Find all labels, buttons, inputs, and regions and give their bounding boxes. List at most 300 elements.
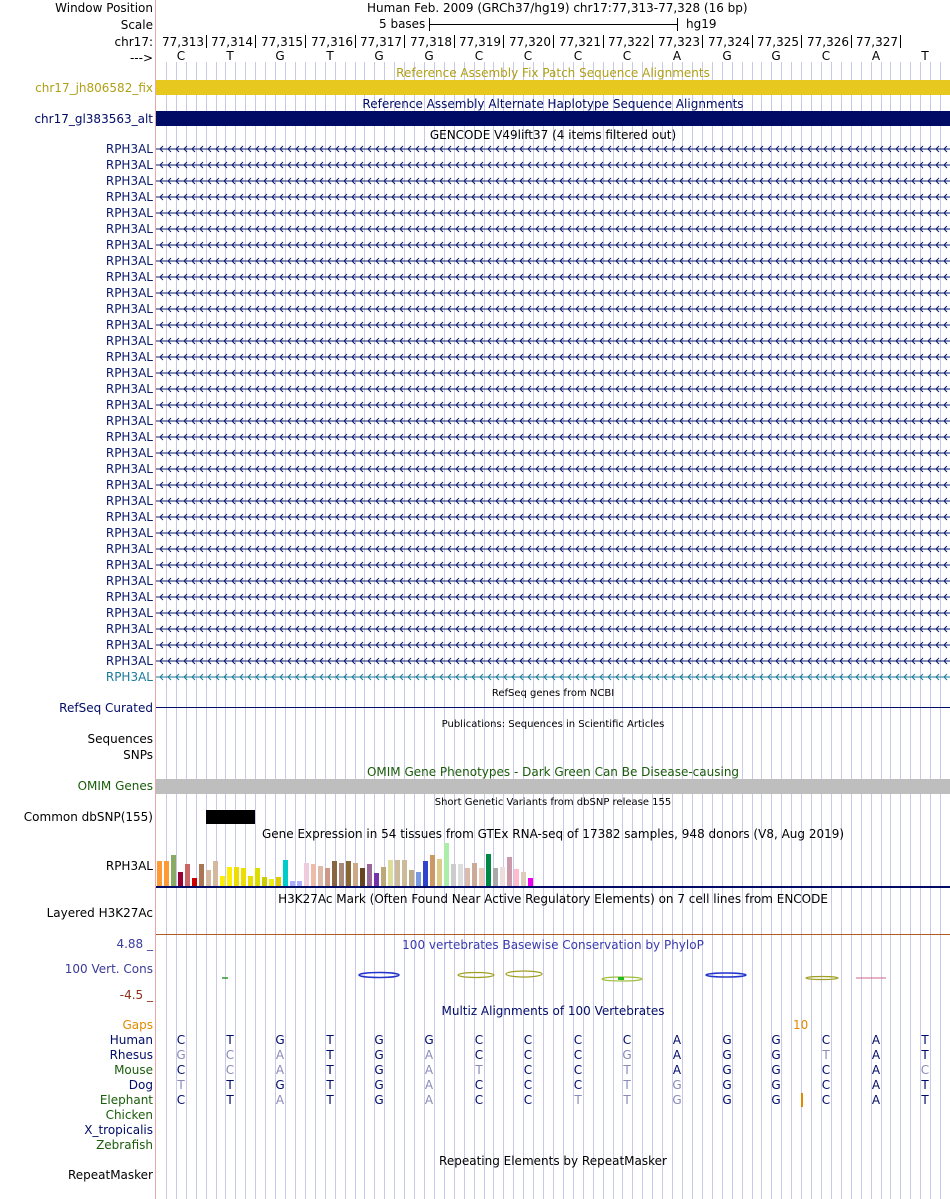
ruler-tick bbox=[851, 35, 852, 48]
position-label: 77,315 bbox=[261, 35, 303, 49]
base-letter: C bbox=[573, 49, 583, 63]
species-base: C bbox=[523, 1048, 533, 1062]
species-base: C bbox=[225, 1063, 235, 1077]
gencode-transcript-intron[interactable] bbox=[156, 640, 950, 650]
gencode-transcript-label[interactable]: RPH3AL bbox=[105, 238, 153, 252]
species-base: C bbox=[821, 1063, 831, 1077]
ruler-tick bbox=[652, 35, 653, 48]
species-base: A bbox=[424, 1078, 434, 1092]
base-letter: G bbox=[374, 49, 384, 63]
ruler-tick bbox=[503, 35, 504, 48]
gtex-tissue-bar[interactable] bbox=[304, 863, 309, 886]
gencode-transcript-intron[interactable] bbox=[156, 400, 950, 410]
gtex-tissue-bar[interactable] bbox=[164, 861, 169, 886]
gencode-transcript-label[interactable]: RPH3AL bbox=[105, 654, 153, 668]
species-base: G bbox=[275, 1033, 285, 1047]
omim-track-title[interactable]: OMIM Gene Phenotypes - Dark Green Can Be Disease-causing bbox=[366, 765, 740, 779]
species-base: G bbox=[374, 1078, 384, 1092]
gtex-tissue-bar[interactable] bbox=[479, 868, 484, 886]
scale-label: Scale bbox=[120, 18, 153, 32]
species-base: C bbox=[573, 1078, 583, 1092]
gencode-transcript-label[interactable]: RPH3AL bbox=[105, 670, 153, 684]
species-base: G bbox=[374, 1093, 384, 1107]
gencode-transcript-label[interactable]: RPH3AL bbox=[105, 590, 153, 604]
species-base: A bbox=[275, 1063, 285, 1077]
phylop-mark-7 bbox=[706, 973, 746, 977]
gencode-track-title[interactable]: GENCODE V49lift37 (4 items filtered out) bbox=[429, 128, 677, 142]
alt-haplotype-track-title[interactable]: Reference Assembly Alternate Haplotype Sequence Alignments bbox=[362, 97, 744, 111]
species-base: T bbox=[226, 1033, 234, 1047]
base-letter: G bbox=[771, 49, 781, 63]
gencode-transcript-label[interactable]: RPH3AL bbox=[105, 270, 153, 284]
base-letter: G bbox=[424, 49, 434, 63]
phylop-signal[interactable] bbox=[156, 960, 950, 990]
position-label: 77,313 bbox=[162, 35, 204, 49]
scale-bar-left-tick bbox=[429, 18, 430, 31]
species-base: C bbox=[176, 1033, 186, 1047]
gencode-transcript-label[interactable]: RPH3AL bbox=[105, 606, 153, 620]
gencode-transcript-label[interactable]: RPH3AL bbox=[105, 222, 153, 236]
gtex-tissue-bar[interactable] bbox=[458, 864, 463, 886]
gencode-transcript-intron[interactable] bbox=[156, 608, 950, 618]
multiz-track-title[interactable]: Multiz Alignments of 100 Vertebrates bbox=[441, 1004, 665, 1018]
gtex-tissue-bar[interactable] bbox=[346, 861, 351, 886]
species-base: T bbox=[326, 1048, 334, 1062]
gtex-tissue-bar[interactable] bbox=[507, 857, 512, 886]
position-label: 77,316 bbox=[311, 35, 353, 49]
gtex-tissue-bar[interactable] bbox=[332, 861, 337, 886]
gencode-transcript-intron[interactable] bbox=[156, 656, 950, 666]
species-base: C bbox=[573, 1048, 583, 1062]
base-letter: C bbox=[474, 49, 484, 63]
refseq-curated-label[interactable]: RefSeq Curated bbox=[59, 701, 153, 715]
gtex-tissue-bar[interactable] bbox=[521, 872, 526, 886]
gencode-transcript-label[interactable]: RPH3AL bbox=[105, 254, 153, 268]
position-label: 77,324 bbox=[708, 35, 750, 49]
species-base: T bbox=[623, 1063, 631, 1077]
base-letter: T bbox=[326, 49, 334, 63]
position-label: 77,325 bbox=[757, 35, 799, 49]
gtex-track-title[interactable]: Gene Expression in 54 tissues from GTEx RNA-seq of 17382 samples, 948 donors (V8, Aug 2019) bbox=[261, 827, 845, 841]
species-base: T bbox=[623, 1093, 631, 1107]
dbsnp-variant-block[interactable] bbox=[206, 810, 255, 824]
species-base: G bbox=[722, 1033, 732, 1047]
chrom-label: chr17: bbox=[114, 35, 153, 49]
base-letter: T bbox=[226, 49, 234, 63]
gtex-tissue-bar[interactable] bbox=[402, 860, 407, 886]
fix-patch-track-title[interactable]: Reference Assembly Fix Patch Sequence Alignments bbox=[396, 66, 710, 80]
species-label[interactable]: Rhesus bbox=[109, 1048, 153, 1062]
species-base: C bbox=[821, 1033, 831, 1047]
gencode-transcript-intron[interactable] bbox=[156, 320, 950, 330]
species-base: T bbox=[921, 1093, 929, 1107]
species-base: A bbox=[871, 1033, 881, 1047]
species-base: C bbox=[573, 1063, 583, 1077]
species-label[interactable]: X_tropicalis bbox=[84, 1123, 153, 1137]
position-label: 77,321 bbox=[559, 35, 601, 49]
gtex-tissue-bar[interactable] bbox=[465, 868, 470, 886]
gencode-transcript-intron[interactable] bbox=[156, 576, 950, 586]
species-base: T bbox=[177, 1078, 185, 1092]
species-base: T bbox=[921, 1078, 929, 1092]
species-base: C bbox=[474, 1048, 484, 1062]
species-base: G bbox=[275, 1078, 285, 1092]
gtex-tissue-bar[interactable] bbox=[353, 863, 358, 886]
gencode-transcript-intron[interactable] bbox=[156, 448, 950, 458]
species-base: G bbox=[374, 1048, 384, 1062]
gtex-tissue-bar[interactable] bbox=[514, 869, 519, 886]
species-base: G bbox=[374, 1033, 384, 1047]
gencode-transcript-intron[interactable] bbox=[156, 256, 950, 266]
omim-genes-label[interactable]: OMIM Genes bbox=[77, 779, 153, 793]
gencode-transcript-intron[interactable] bbox=[156, 496, 950, 506]
gencode-transcript-intron[interactable] bbox=[156, 224, 950, 234]
phylop-min-label: -4.5 _ bbox=[119, 988, 153, 1002]
species-base: T bbox=[623, 1078, 631, 1092]
fix-patch-alignment-bar[interactable] bbox=[156, 80, 950, 95]
gtex-tissue-bar[interactable] bbox=[325, 868, 330, 886]
species-base: G bbox=[722, 1093, 732, 1107]
gencode-transcript-intron[interactable] bbox=[156, 240, 950, 250]
species-base: G bbox=[771, 1048, 781, 1062]
gtex-tissue-bar[interactable] bbox=[311, 864, 316, 886]
gencode-transcript-label[interactable]: RPH3AL bbox=[105, 142, 153, 156]
gtex-tissue-bar[interactable] bbox=[199, 864, 204, 886]
species-base: C bbox=[523, 1033, 533, 1047]
species-base: C bbox=[573, 1033, 583, 1047]
species-label[interactable]: Elephant bbox=[99, 1093, 153, 1107]
species-base: G bbox=[771, 1078, 781, 1092]
gencode-transcript-intron[interactable] bbox=[156, 512, 950, 522]
phylop-mark-3 bbox=[458, 973, 494, 978]
species-base: A bbox=[871, 1078, 881, 1092]
ruler-tick bbox=[255, 35, 256, 48]
position-label: 77,314 bbox=[211, 35, 253, 49]
position-label: 77,327 bbox=[856, 35, 898, 49]
repeatmasker-label[interactable]: RepeatMasker bbox=[67, 1168, 153, 1182]
refseq-track-title[interactable]: RefSeq genes from NCBI bbox=[491, 688, 615, 699]
gtex-tissue-bar[interactable] bbox=[367, 864, 372, 886]
phylop-track-title[interactable]: 100 vertebrates Basewise Conservation by PhyloP bbox=[402, 938, 704, 952]
gtex-baseline bbox=[156, 886, 950, 888]
species-base: C bbox=[176, 1093, 186, 1107]
gtex-tissue-bar[interactable] bbox=[269, 879, 274, 886]
gencode-transcript-intron[interactable] bbox=[156, 432, 950, 442]
gencode-transcript-intron[interactable] bbox=[156, 336, 950, 346]
species-label[interactable]: Zebrafish bbox=[96, 1138, 153, 1152]
gtex-tissue-bar[interactable] bbox=[185, 864, 190, 886]
gaps-label[interactable]: Gaps bbox=[122, 1018, 153, 1032]
base-letter: C bbox=[176, 49, 186, 63]
species-base: T bbox=[326, 1093, 334, 1107]
gencode-transcript-intron[interactable] bbox=[156, 464, 950, 474]
base-letter: G bbox=[722, 49, 732, 63]
gtex-gene-label[interactable]: RPH3AL bbox=[105, 859, 153, 873]
gencode-transcript-intron[interactable] bbox=[156, 480, 950, 490]
assembly-label: hg19 bbox=[686, 17, 717, 31]
gtex-tissue-bar[interactable] bbox=[241, 868, 246, 886]
gencode-transcript-label[interactable]: RPH3AL bbox=[105, 334, 153, 348]
species-label[interactable]: Human bbox=[109, 1033, 153, 1047]
species-base: T bbox=[475, 1063, 483, 1077]
gencode-transcript-label[interactable]: RPH3AL bbox=[105, 446, 153, 460]
species-base: A bbox=[871, 1048, 881, 1062]
gencode-transcript-intron[interactable] bbox=[156, 672, 950, 682]
gtex-tissue-bar[interactable] bbox=[423, 861, 428, 886]
gtex-tissue-bar[interactable] bbox=[444, 843, 449, 886]
gencode-transcript-label[interactable]: RPH3AL bbox=[105, 286, 153, 300]
gtex-tissue-bar[interactable] bbox=[437, 859, 442, 886]
ruler-tick bbox=[355, 35, 356, 48]
gtex-tissue-bar[interactable] bbox=[178, 872, 183, 886]
species-base: A bbox=[672, 1063, 682, 1077]
ruler-tick bbox=[603, 35, 604, 48]
scale-text: 5 bases bbox=[379, 17, 426, 31]
species-base: T bbox=[326, 1033, 334, 1047]
species-base: T bbox=[921, 1033, 929, 1047]
scale-bar-right-tick bbox=[677, 18, 678, 31]
species-base: A bbox=[672, 1048, 682, 1062]
ruler-tick bbox=[553, 35, 554, 48]
gencode-transcript-label[interactable]: RPH3AL bbox=[105, 318, 153, 332]
window-position-text: Human Feb. 2009 (GRCh37/hg19) chr17:77,313-77,328 (16 bp) bbox=[367, 1, 748, 15]
species-base: T bbox=[326, 1078, 334, 1092]
species-base: C bbox=[523, 1093, 533, 1107]
position-label: 77,317 bbox=[360, 35, 402, 49]
fix-patch-label[interactable]: chr17_jh806582_fix bbox=[35, 81, 153, 95]
gencode-transcript-intron[interactable] bbox=[156, 624, 950, 634]
ruler-tick bbox=[305, 35, 306, 48]
gtex-tissue-bar[interactable] bbox=[227, 867, 232, 886]
gencode-transcript-intron[interactable] bbox=[156, 272, 950, 282]
gtex-tissue-bar[interactable] bbox=[493, 868, 498, 886]
species-base: T bbox=[921, 1048, 929, 1062]
phylop-mark-4 bbox=[506, 971, 542, 977]
alt-haplotype-label[interactable]: chr17_gl383563_alt bbox=[34, 112, 153, 126]
h3k27ac-signal-line bbox=[156, 934, 950, 935]
base-letter: A bbox=[672, 49, 682, 63]
position-label: 77,318 bbox=[410, 35, 452, 49]
species-base: G bbox=[176, 1048, 186, 1062]
gencode-transcript-label[interactable]: RPH3AL bbox=[105, 430, 153, 444]
base-letter: C bbox=[523, 49, 533, 63]
gtex-tissue-bar[interactable] bbox=[318, 866, 323, 886]
gencode-transcript-intron[interactable] bbox=[156, 192, 950, 202]
gtex-tissue-bar[interactable] bbox=[500, 867, 505, 886]
gencode-transcript-label[interactable]: RPH3AL bbox=[105, 494, 153, 508]
gtex-tissue-bar[interactable] bbox=[388, 860, 393, 886]
gtex-tissue-bar[interactable] bbox=[360, 868, 365, 886]
gencode-transcript-intron[interactable] bbox=[156, 352, 950, 362]
base-letter: A bbox=[871, 49, 881, 63]
phylop-mark-8 bbox=[806, 977, 838, 980]
gtex-tissue-bar[interactable] bbox=[255, 868, 260, 886]
position-label: 77,322 bbox=[608, 35, 650, 49]
species-base: A bbox=[275, 1093, 285, 1107]
gtex-tissue-bar[interactable] bbox=[213, 861, 218, 886]
species-base: A bbox=[275, 1048, 285, 1062]
gtex-tissue-bar[interactable] bbox=[206, 870, 211, 886]
base-letter: C bbox=[622, 49, 632, 63]
species-base: G bbox=[672, 1093, 682, 1107]
species-label[interactable]: Dog bbox=[128, 1078, 153, 1092]
gencode-transcript-label[interactable]: RPH3AL bbox=[105, 526, 153, 540]
species-base: C bbox=[821, 1078, 831, 1092]
gencode-transcript-label[interactable]: RPH3AL bbox=[105, 302, 153, 316]
base-letter: G bbox=[275, 49, 285, 63]
species-base: G bbox=[672, 1078, 682, 1092]
strand-label: ---> bbox=[129, 51, 153, 65]
gtex-tissue-bar[interactable] bbox=[339, 863, 344, 886]
refseq-gene-line[interactable] bbox=[156, 707, 950, 708]
species-base: A bbox=[424, 1063, 434, 1077]
position-label: 77,323 bbox=[658, 35, 700, 49]
gtex-tissue-bar[interactable] bbox=[430, 855, 435, 886]
species-base: G bbox=[722, 1063, 732, 1077]
gencode-transcript-intron[interactable] bbox=[156, 368, 950, 378]
species-base: G bbox=[374, 1063, 384, 1077]
left-border-line bbox=[155, 0, 156, 1199]
gtex-tissue-bar[interactable] bbox=[381, 867, 386, 886]
gencode-transcript-intron[interactable] bbox=[156, 528, 950, 538]
ruler-tick bbox=[404, 35, 405, 48]
species-base: G bbox=[722, 1078, 732, 1092]
species-base: G bbox=[722, 1048, 732, 1062]
h3k27ac-label[interactable]: Layered H3K27Ac bbox=[46, 906, 153, 920]
gencode-transcript-intron[interactable] bbox=[156, 288, 950, 298]
phylop-track-label[interactable]: 100 Vert. Cons bbox=[64, 962, 153, 976]
gencode-transcript-label[interactable]: RPH3AL bbox=[105, 382, 153, 396]
ruler-tick bbox=[752, 35, 753, 48]
species-base: G bbox=[771, 1033, 781, 1047]
gtex-tissue-bar[interactable] bbox=[192, 878, 197, 886]
species-base: G bbox=[622, 1048, 632, 1062]
publications-track-title[interactable]: Publications: Sequences in Scientific Articles bbox=[441, 719, 665, 730]
h3k27ac-track-title[interactable]: H3K27Ac Mark (Often Found Near Active Regulatory Elements) on 7 cell lines from ENCODE bbox=[278, 892, 828, 906]
gencode-transcript-label[interactable]: RPH3AL bbox=[105, 638, 153, 652]
base-letter: C bbox=[821, 49, 831, 63]
species-label[interactable]: Mouse bbox=[114, 1063, 153, 1077]
gencode-transcript-label[interactable]: RPH3AL bbox=[105, 174, 153, 188]
species-base: A bbox=[672, 1033, 682, 1047]
species-base: T bbox=[326, 1063, 334, 1077]
phylop-mark-2 bbox=[359, 973, 399, 978]
species-base: A bbox=[424, 1048, 434, 1062]
gencode-transcript-label[interactable]: RPH3AL bbox=[105, 574, 153, 588]
gencode-transcript-label[interactable]: RPH3AL bbox=[105, 350, 153, 364]
gencode-transcript-intron[interactable] bbox=[156, 560, 950, 570]
gtex-tissue-bar[interactable] bbox=[220, 876, 225, 886]
gtex-tissue-bar[interactable] bbox=[374, 873, 379, 886]
gencode-transcript-intron[interactable] bbox=[156, 160, 950, 170]
phylop-max-label: 4.88 _ bbox=[116, 937, 153, 951]
gencode-transcript-label[interactable]: RPH3AL bbox=[105, 622, 153, 636]
common-dbsnp-label[interactable]: Common dbSNP(155) bbox=[23, 810, 153, 824]
omim-gene-bar[interactable] bbox=[156, 779, 950, 794]
gencode-transcript-label[interactable]: RPH3AL bbox=[105, 366, 153, 380]
publications-sequences-label[interactable]: Sequences bbox=[87, 732, 153, 746]
species-base: T bbox=[574, 1093, 582, 1107]
gencode-transcript-label[interactable]: RPH3AL bbox=[105, 158, 153, 172]
gencode-transcript-label[interactable]: RPH3AL bbox=[105, 510, 153, 524]
ruler-tick bbox=[454, 35, 455, 48]
species-base: C bbox=[523, 1078, 533, 1092]
gtex-tissue-bar[interactable] bbox=[472, 863, 477, 886]
gencode-transcript-label[interactable]: RPH3AL bbox=[105, 398, 153, 412]
gencode-transcript-label[interactable]: RPH3AL bbox=[105, 414, 153, 428]
ruler-tick bbox=[702, 35, 703, 48]
base-letter: T bbox=[921, 49, 929, 63]
gencode-transcript-intron[interactable] bbox=[156, 416, 950, 426]
gtex-tissue-bar[interactable] bbox=[157, 861, 162, 886]
species-base: C bbox=[474, 1093, 484, 1107]
gencode-transcript-label[interactable]: RPH3AL bbox=[105, 462, 153, 476]
gencode-transcript-label[interactable]: RPH3AL bbox=[105, 558, 153, 572]
gencode-transcript-intron[interactable] bbox=[156, 304, 950, 314]
ruler-tick bbox=[900, 35, 901, 48]
gtex-tissue-bar[interactable] bbox=[528, 878, 533, 886]
gtex-tissue-bar[interactable] bbox=[416, 872, 421, 886]
species-base: A bbox=[871, 1063, 881, 1077]
alt-haplotype-alignment-bar[interactable] bbox=[156, 111, 950, 126]
gencode-transcript-intron[interactable] bbox=[156, 384, 950, 394]
gencode-transcript-intron[interactable] bbox=[156, 544, 950, 554]
gtex-tissue-bar[interactable] bbox=[262, 877, 267, 886]
species-base: T bbox=[822, 1048, 830, 1062]
gtex-tissue-bar[interactable] bbox=[409, 870, 414, 886]
gtex-expression-chart[interactable] bbox=[156, 841, 536, 886]
species-base: C bbox=[474, 1078, 484, 1092]
gap-count: 10 bbox=[793, 1018, 809, 1032]
species-base: T bbox=[226, 1093, 234, 1107]
gencode-transcript-label[interactable]: RPH3AL bbox=[105, 190, 153, 204]
species-base: C bbox=[821, 1093, 831, 1107]
phylop-mark-6 bbox=[618, 977, 624, 980]
gtex-tissue-bar[interactable] bbox=[451, 864, 456, 886]
scale-bar bbox=[429, 24, 678, 25]
gencode-transcript-intron[interactable] bbox=[156, 208, 950, 218]
gencode-transcript-intron[interactable] bbox=[156, 592, 950, 602]
elephant-gap-marker bbox=[801, 1093, 803, 1107]
position-label: 77,326 bbox=[807, 35, 849, 49]
gencode-transcript-intron[interactable] bbox=[156, 176, 950, 186]
gtex-tissue-bar[interactable] bbox=[248, 876, 253, 886]
gencode-transcript-label[interactable]: RPH3AL bbox=[105, 206, 153, 220]
gencode-transcript-label[interactable]: RPH3AL bbox=[105, 478, 153, 492]
species-base: A bbox=[424, 1093, 434, 1107]
species-base: C bbox=[920, 1063, 930, 1077]
gtex-tissue-bar[interactable] bbox=[486, 854, 491, 886]
species-label[interactable]: Chicken bbox=[105, 1108, 153, 1122]
gtex-tissue-bar[interactable] bbox=[395, 860, 400, 886]
gencode-transcript-label[interactable]: RPH3AL bbox=[105, 542, 153, 556]
gtex-tissue-bar[interactable] bbox=[234, 867, 239, 886]
gencode-transcript-intron[interactable] bbox=[156, 144, 950, 154]
position-label: 77,320 bbox=[509, 35, 551, 49]
dbsnp-track-title[interactable]: Short Genetic Variants from dbSNP release 155 bbox=[434, 797, 672, 808]
repeatmasker-track-title[interactable]: Repeating Elements by RepeatMasker bbox=[439, 1154, 667, 1168]
species-base: G bbox=[771, 1063, 781, 1077]
gtex-tissue-bar[interactable] bbox=[171, 855, 176, 886]
publications-snps-label[interactable]: SNPs bbox=[123, 748, 153, 762]
position-label: 77,319 bbox=[459, 35, 501, 49]
species-base: C bbox=[225, 1048, 235, 1062]
ruler-tick bbox=[206, 35, 207, 48]
gtex-tissue-bar[interactable] bbox=[276, 877, 281, 886]
gtex-tissue-bar[interactable] bbox=[283, 860, 288, 886]
species-base: A bbox=[871, 1093, 881, 1107]
species-base: C bbox=[622, 1033, 632, 1047]
